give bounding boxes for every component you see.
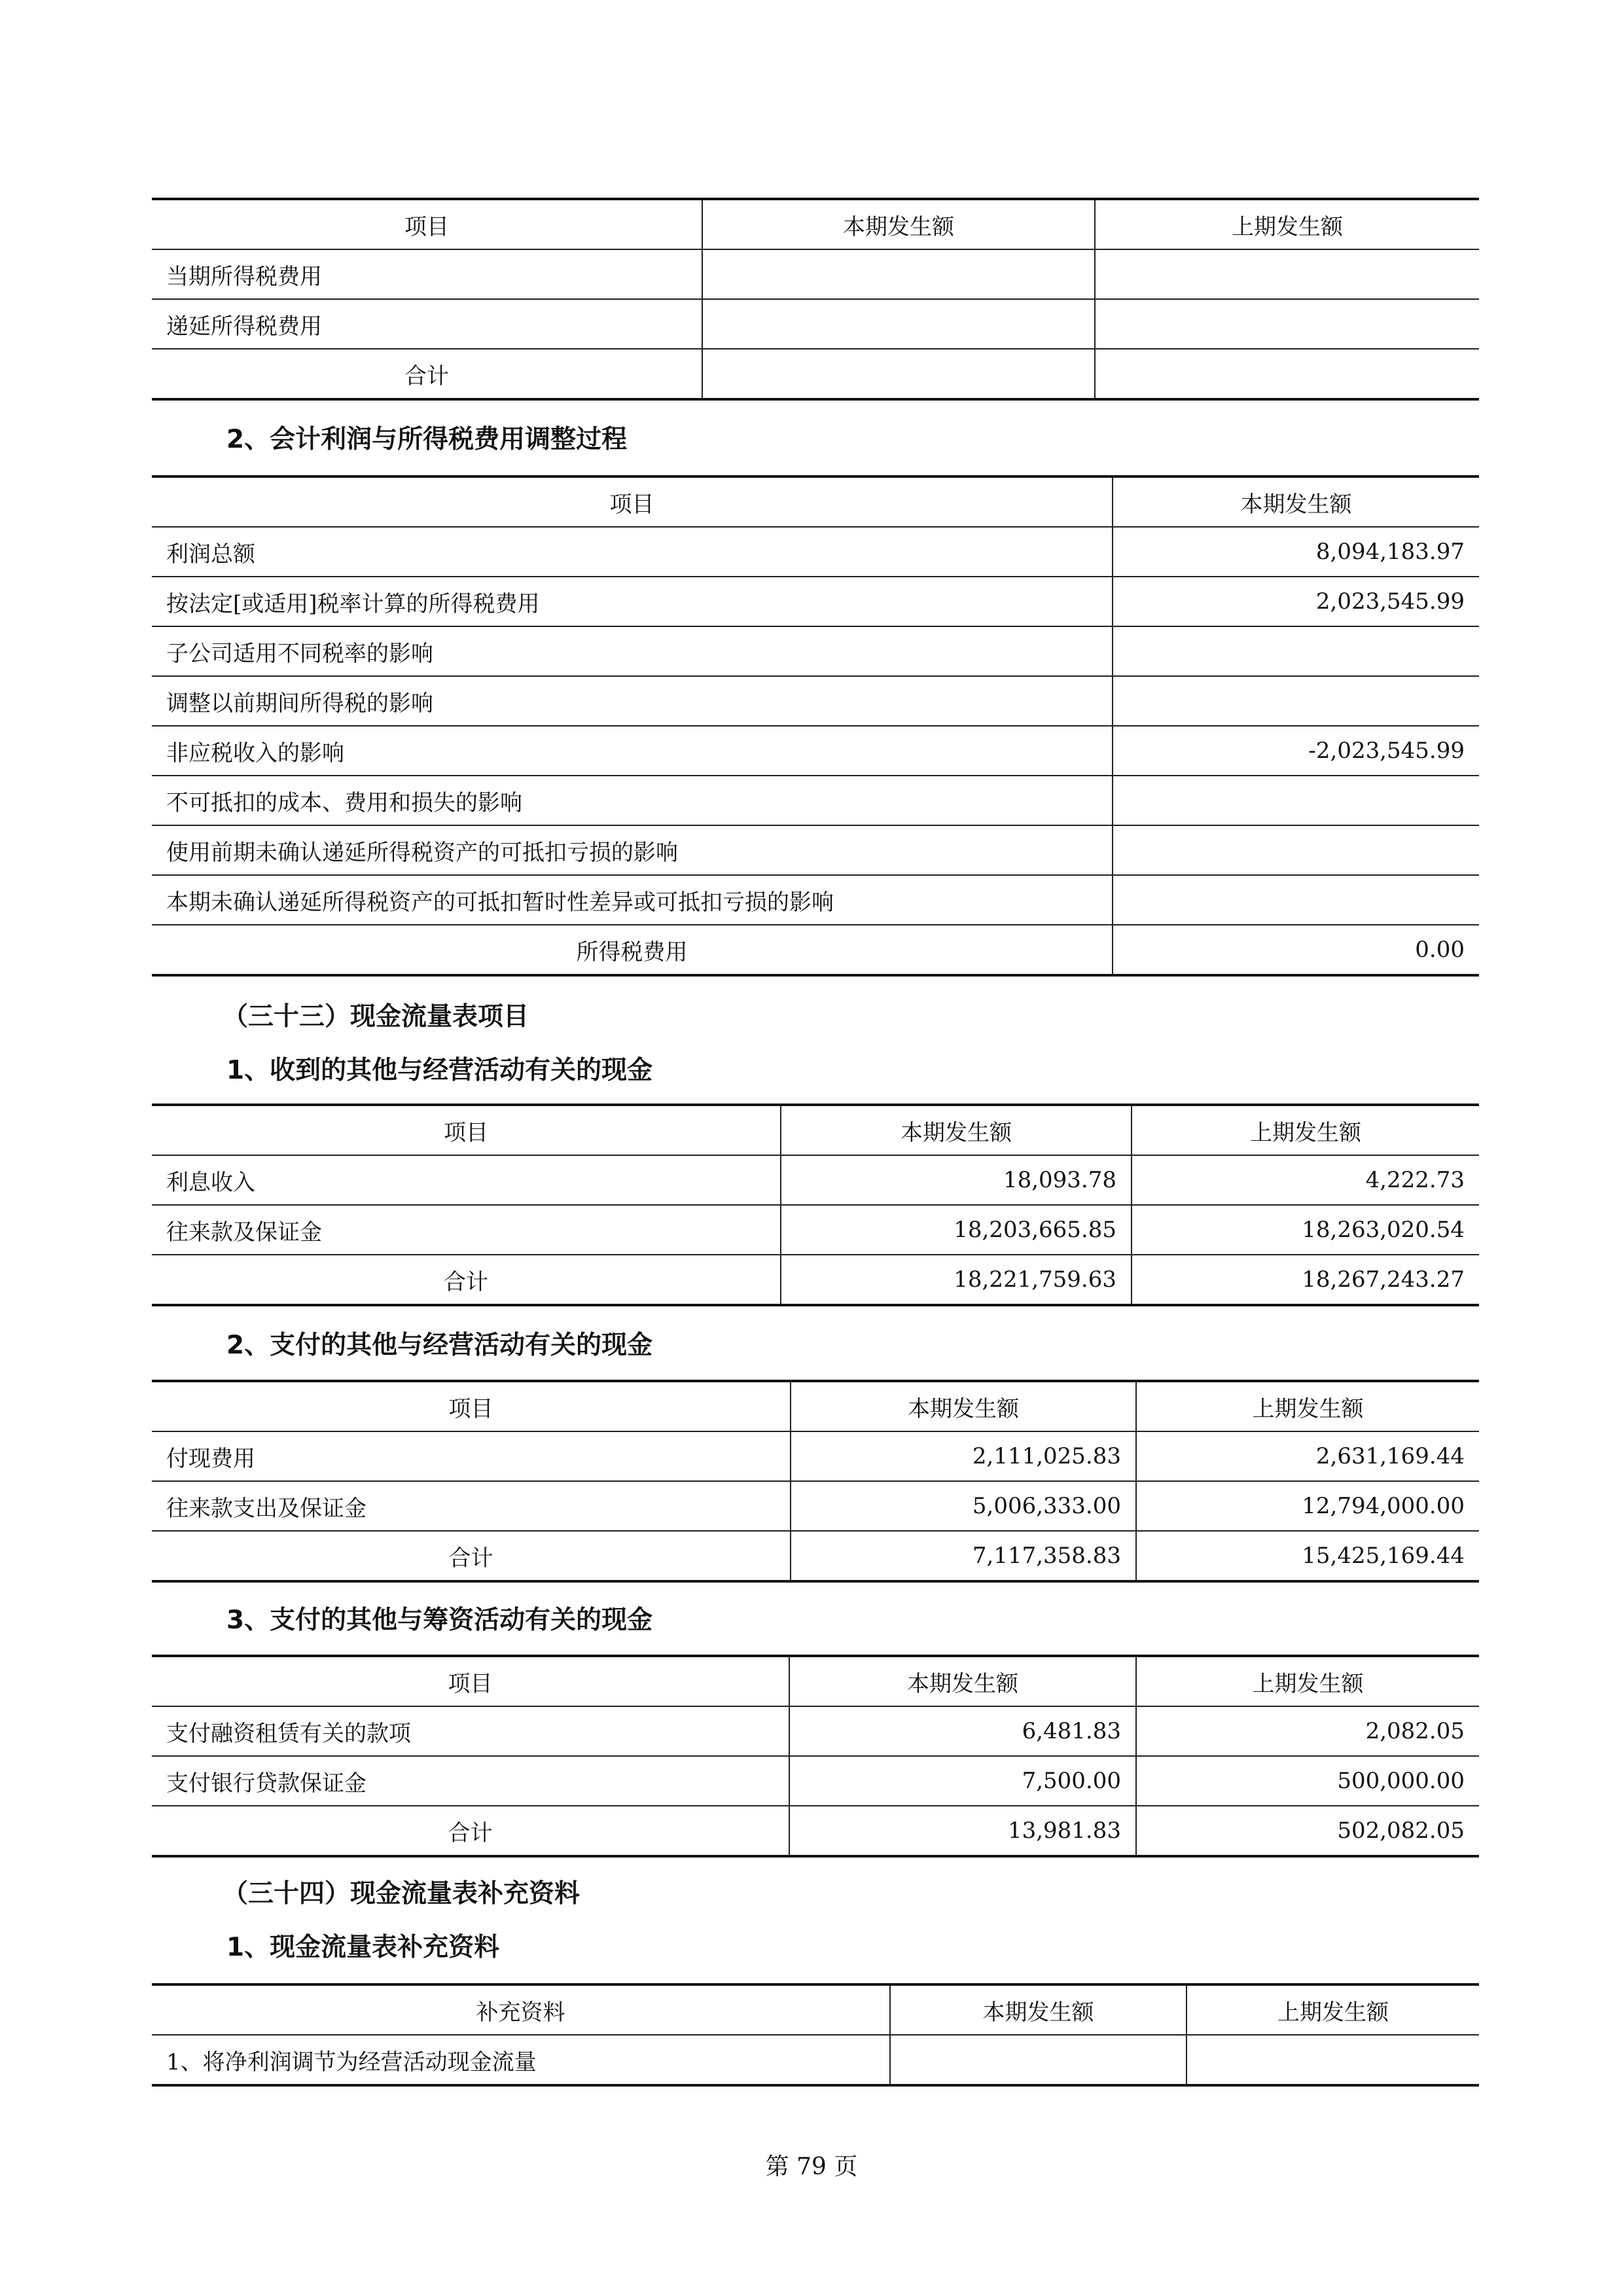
- current-value: [1113, 676, 1479, 726]
- prior-value: 4,222.73: [1132, 1155, 1479, 1205]
- table-row: [152, 527, 1479, 577]
- current-value: 0.00: [1113, 925, 1479, 975]
- row-label: 合计: [152, 1255, 781, 1305]
- current-value: [1113, 875, 1479, 925]
- tax-reconciliation-table: [152, 475, 1479, 977]
- header-cell: 本期发生额: [791, 1381, 1136, 1431]
- row-label: 调整以前期间所得税的影响: [152, 676, 1113, 726]
- header-cell: 上期发生额: [1136, 1381, 1479, 1431]
- header-cell: 上期发生额: [1132, 1105, 1479, 1155]
- row-label: 合计: [152, 1806, 789, 1856]
- table-header-row: [152, 1381, 1479, 1431]
- row-label: 往来款及保证金: [152, 1205, 781, 1255]
- row-label: 当期所得税费用: [152, 249, 702, 299]
- header-cell: 本期发生额: [702, 199, 1095, 249]
- table-total-row: [152, 925, 1479, 975]
- row-label: 往来款支出及保证金: [152, 1481, 791, 1531]
- current-value: 8,094,183.97: [1113, 527, 1479, 577]
- header-cell: 项目: [152, 1105, 781, 1155]
- table-row: [152, 2035, 1479, 2085]
- row-label: 不可抵扣的成本、费用和损失的影响: [152, 776, 1113, 825]
- current-value: 6,481.83: [789, 1706, 1136, 1756]
- current-value: 7,117,358.83: [791, 1531, 1136, 1581]
- row-label: 付现费用: [152, 1431, 791, 1481]
- table-row: [152, 1431, 1479, 1481]
- section-heading: 2、支付的其他与经营活动有关的现金: [226, 1331, 653, 1360]
- current-value: 13,981.83: [789, 1806, 1136, 1856]
- row-label: 利息收入: [152, 1155, 781, 1205]
- row-label: 支付银行贷款保证金: [152, 1756, 789, 1806]
- table-row: [152, 676, 1479, 726]
- header-cell: 上期发生额: [1136, 1656, 1479, 1706]
- current-value: [702, 349, 1095, 399]
- current-value: [890, 2035, 1186, 2085]
- prior-value: 2,082.05: [1136, 1706, 1479, 1756]
- table-row: [152, 776, 1479, 825]
- table-header-row: [152, 476, 1479, 527]
- header-cell: 项目: [152, 1381, 791, 1431]
- prior-value: [1095, 299, 1479, 349]
- prior-value: 18,267,243.27: [1132, 1255, 1479, 1305]
- prior-value: [1095, 349, 1479, 399]
- income-tax-expense-table: [152, 198, 1479, 401]
- header-cell: 本期发生额: [789, 1656, 1136, 1706]
- table-total-row: [152, 1531, 1479, 1581]
- current-value: [1113, 626, 1479, 676]
- section-heading: （三十四）现金流量表补充资料: [223, 1879, 580, 1909]
- row-label: 支付融资租赁有关的款项: [152, 1706, 789, 1756]
- header-cell: 补充资料: [152, 1984, 890, 2035]
- row-label: 递延所得税费用: [152, 299, 702, 349]
- cash-paid-financing-table: [152, 1655, 1479, 1857]
- header-cell: 本期发生额: [890, 1984, 1186, 2035]
- row-label: 合计: [152, 349, 702, 399]
- row-label: 子公司适用不同税率的影响: [152, 626, 1113, 676]
- current-value: [702, 249, 1095, 299]
- table-row: [152, 1205, 1479, 1255]
- table-row: [152, 726, 1479, 776]
- table-row: [152, 249, 1479, 299]
- page-number: 第 79 页: [765, 2153, 858, 2180]
- row-label: 非应税收入的影响: [152, 726, 1113, 776]
- prior-value: [1095, 249, 1479, 299]
- table-total-row: [152, 1806, 1479, 1856]
- prior-value: 18,263,020.54: [1132, 1205, 1479, 1255]
- row-label: 利润总额: [152, 527, 1113, 577]
- table-header-row: [152, 1984, 1479, 2035]
- table-header-row: [152, 1105, 1479, 1155]
- prior-value: 2,631,169.44: [1136, 1431, 1479, 1481]
- row-label: 所得税费用: [152, 925, 1113, 975]
- current-value: 7,500.00: [789, 1756, 1136, 1806]
- section-heading: 1、收到的其他与经营活动有关的现金: [226, 1056, 653, 1085]
- table-header-row: [152, 199, 1479, 249]
- table-total-row: [152, 349, 1479, 399]
- current-value: 18,093.78: [781, 1155, 1132, 1205]
- header-cell: 本期发生额: [781, 1105, 1132, 1155]
- current-value: 5,006,333.00: [791, 1481, 1136, 1531]
- section-heading: 1、现金流量表补充资料: [226, 1933, 500, 1962]
- header-cell: 上期发生额: [1095, 199, 1479, 249]
- header-cell: 上期发生额: [1186, 1984, 1479, 2035]
- row-label: 本期未确认递延所得税资产的可抵扣暂时性差异或可抵扣亏损的影响: [152, 875, 1113, 925]
- row-label: 按法定[或适用]税率计算的所得税费用: [152, 577, 1113, 626]
- cash-paid-operating-table: [152, 1380, 1479, 1583]
- row-label: 合计: [152, 1531, 791, 1581]
- prior-value: 12,794,000.00: [1136, 1481, 1479, 1531]
- table-row: [152, 875, 1479, 925]
- prior-value: 500,000.00: [1136, 1756, 1479, 1806]
- current-value: [702, 299, 1095, 349]
- current-value: 18,221,759.63: [781, 1255, 1132, 1305]
- table-header-row: [152, 1656, 1479, 1706]
- current-value: [1113, 825, 1479, 875]
- header-cell: 项目: [152, 1656, 789, 1706]
- current-value: 18,203,665.85: [781, 1205, 1132, 1255]
- header-cell: 项目: [152, 476, 1113, 527]
- table-row: [152, 1706, 1479, 1756]
- prior-value: 15,425,169.44: [1136, 1531, 1479, 1581]
- current-value: [1113, 776, 1479, 825]
- table-total-row: [152, 1255, 1479, 1305]
- prior-value: [1186, 2035, 1479, 2085]
- header-cell: 项目: [152, 199, 702, 249]
- table-row: [152, 299, 1479, 349]
- current-value: 2,111,025.83: [791, 1431, 1136, 1481]
- current-value: -2,023,545.99: [1113, 726, 1479, 776]
- section-heading: 3、支付的其他与筹资活动有关的现金: [226, 1605, 653, 1635]
- section-heading: （三十三）现金流量表项目: [223, 1002, 529, 1031]
- table-row: [152, 1155, 1479, 1205]
- section-heading: 2、会计利润与所得税费用调整过程: [226, 425, 628, 454]
- current-value: 2,023,545.99: [1113, 577, 1479, 626]
- table-row: [152, 626, 1479, 676]
- row-label: 1、将净利润调节为经营活动现金流量: [152, 2035, 890, 2085]
- cash-flow-supplement-table: [152, 1983, 1479, 2087]
- header-cell: 本期发生额: [1113, 476, 1479, 527]
- prior-value: 502,082.05: [1136, 1806, 1479, 1856]
- table-row: [152, 1481, 1479, 1531]
- row-label: 使用前期未确认递延所得税资产的可抵扣亏损的影响: [152, 825, 1113, 875]
- table-row: [152, 577, 1479, 626]
- table-row: [152, 1756, 1479, 1806]
- cash-received-operating-table: [152, 1103, 1479, 1306]
- table-row: [152, 825, 1479, 875]
